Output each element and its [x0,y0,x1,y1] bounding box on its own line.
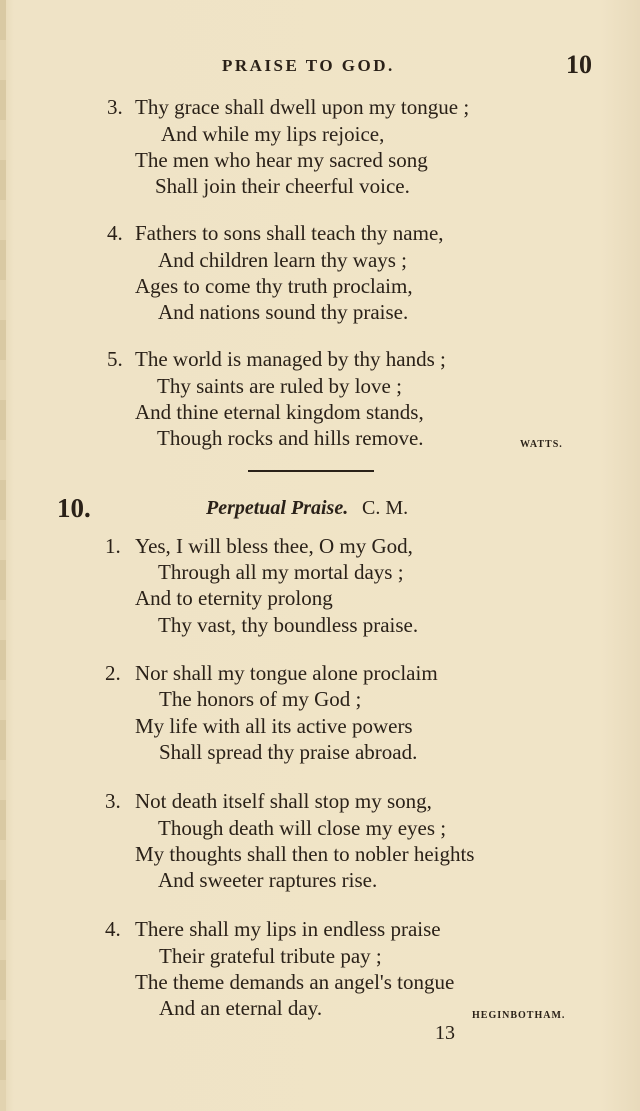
verse-line: And while my lips rejoice, [161,122,385,146]
verse-line: The theme demands an angel's tongue [135,970,455,994]
verse-line: Ages to come thy truth proclaim, [135,274,413,298]
verse-line: The men who hear my sacred song [135,148,428,172]
verse-line: There shall my lips in endless praise [135,917,441,941]
stanza-number: 4. [105,917,121,941]
verse-line: Their grateful tribute pay ; [159,944,382,968]
verse-line: My thoughts shall then to nobler heights [135,842,475,866]
stanza-number: 4. [107,221,123,245]
verse-line: Not death itself shall stop my song, [135,789,432,813]
verse-line: The world is managed by thy hands ; [135,347,446,371]
verse-line: My life with all its active powers [135,714,413,738]
page-gutter-edge [0,0,6,1111]
verse-line: Though rocks and hills remove. [157,426,424,450]
verse-line: Thy vast, thy boundless praise. [158,613,419,637]
verse-line: Though death will close my eyes ; [158,816,447,840]
verse-line: Shall spread thy praise abroad. [159,740,418,764]
section-divider [248,470,374,472]
verse-line: And sweeter raptures rise. [158,868,378,892]
page-number: 10 [566,50,592,79]
signature-mark: 13 [435,1022,455,1044]
author-credit: HEGINBOTHAM. [472,1010,566,1021]
verse-line: The honors of my God ; [159,687,362,711]
stanza-number: 5. [107,347,123,371]
verse-line: And an eternal day. [159,996,323,1020]
hymn-title: Perpetual Praise. [206,497,349,519]
verse-line: Shall join their cheerful voice. [155,174,410,198]
verse-line: Through all my mortal days ; [158,560,404,584]
verse-line: Fathers to sons shall teach thy name, [135,221,444,245]
verse-line: Thy grace shall dwell upon my tongue ; [135,95,470,119]
verse-line: And children learn thy ways ; [158,248,408,272]
verse-line: Yes, I will bless thee, O my God, [135,534,413,558]
hymn-meter: C. M. [362,497,409,519]
author-credit: WATTS. [520,439,563,450]
verse-line: Nor shall my tongue alone proclaim [135,661,438,685]
running-title: PRAISE TO GOD. [222,56,395,75]
verse-line: And to eternity prolong [135,586,333,610]
stanza-number: 2. [105,661,121,685]
verse-line: Thy saints are ruled by love ; [157,374,402,398]
stanza-number: 3. [105,789,121,813]
verse-line: And nations sound thy praise. [158,300,409,324]
stanza-number: 3. [107,95,123,119]
stanza-number: 1. [105,534,121,558]
verse-line: And thine eternal kingdom stands, [135,400,424,424]
hymn-number: 10. [57,493,91,523]
